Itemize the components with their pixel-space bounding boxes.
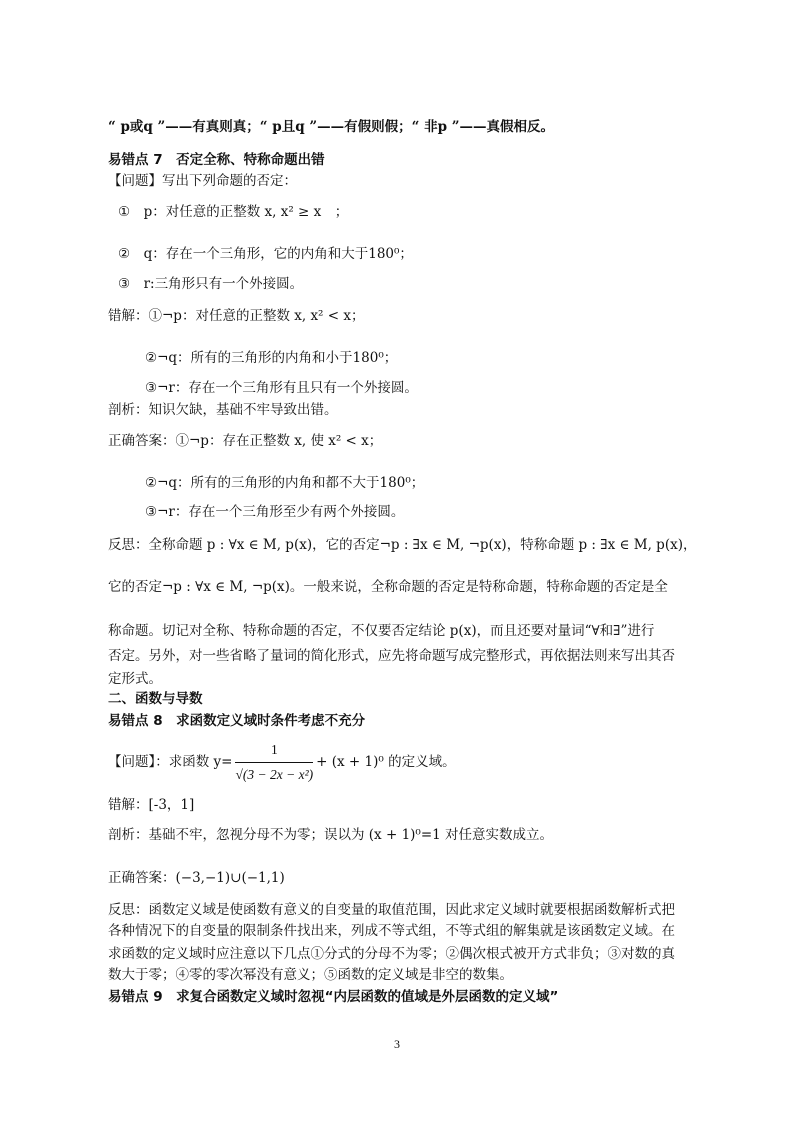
text-line: “ p或q ”——有真则真；“ p且q ”——有假则假；“ 非p ”——真假相反。 [108, 119, 554, 135]
formula-suffix: + (x + 1)⁰ 的定义域。 [316, 754, 456, 770]
text-line: 剖析：基础不牢，忽视分母不为零；误以为 (x + 1)⁰=1 对任意实数成立。 [108, 827, 554, 843]
chapter-heading: 二、函数与导数 [108, 691, 203, 707]
text-line: ③¬r：存在一个三角形至少有两个外接圆。 [145, 504, 405, 520]
formula-prefix: 【问题】：求函数 y= [108, 754, 233, 770]
fraction-numerator: 1 [235, 740, 313, 763]
text-line: 否定。另外，对一些省略了量词的简化形式，应先将命题写成完整形式，再依据法则来写出其否 [108, 648, 675, 664]
text-line: 正确答案：(−3,−1)∪(−1,1) [108, 870, 285, 886]
text-line: 称命题。切记对全称、特称命题的否定，不仅要否定结论 p(x)，而且还要对量词“∀和∃”进行 [108, 623, 655, 639]
text-line: 剖析：知识欠缺，基础不牢导致出错。 [108, 402, 338, 418]
text-line: ① p：对任意的正整数 x, x² ≥ x ； [118, 204, 349, 220]
page-number: 3 [394, 1037, 400, 1051]
section-heading: 易错点 8 求函数定义域时条件考虑不充分 [108, 713, 366, 729]
text-line: 各种情况下的自变量的限制条件找出来，列成不等式组，不等式组的解集就是该函数定义域。在 [108, 923, 675, 939]
text-line: 它的否定¬p : ∀x ∈ M, ¬p(x)。一般来说，全称命题的否定是特称命题，特称命题的否定是全 [108, 579, 668, 595]
section-heading: 易错点 9 求复合函数定义域时忽视“内层函数的值域是外层函数的定义域” [108, 989, 559, 1005]
text-line: ③ r:三角形只有一个外接圆。 [118, 276, 304, 292]
text-line: 错解：①¬p：对任意的正整数 x, x² < x； [108, 308, 365, 324]
text-line: 反思：全称命题 p : ∀x ∈ M, p(x)，它的否定¬p : ∃x ∈ M, ¬p(x)，特称命题 p : ∃x ∈ M, p(x)， [108, 537, 697, 553]
text-line: ②¬q：所有的三角形的内角和都不大于180⁰； [145, 475, 425, 491]
text-line: ③¬r：存在一个三角形有且只有一个外接圆。 [145, 380, 418, 396]
formula-line [108, 740, 456, 785]
text-line: ② q：存在一个三角形，它的内角和大于180⁰； [118, 246, 413, 262]
text-line: 定形式。 [108, 671, 162, 687]
text-line: 【问题】写出下列命题的否定： [108, 173, 297, 189]
section-heading: 易错点 7 否定全称、特称命题出错 [108, 152, 325, 168]
text-line: ②¬q：所有的三角形的内角和小于180⁰； [145, 350, 398, 366]
fraction [235, 740, 313, 785]
text-line: 错解：[-3，1] [108, 797, 195, 813]
text-line: 反思：函数定义域是使函数有意义的自变量的取值范围，因此求定义域时就要根据函数解析式把 [108, 902, 675, 918]
fraction-denominator: √(3 − 2x − x²) [235, 767, 314, 782]
text-line: 数大于零；④零的零次幂没有意义；⑤函数的定义域是非空的数集。 [108, 967, 513, 983]
text-line: 正确答案：①¬p：存在正整数 x, 使 x² < x； [108, 433, 383, 449]
text-line: 求函数的定义域时应注意以下几点①分式的分母不为零；②偶次根式被开方式非负；③对数的真 [108, 946, 675, 962]
